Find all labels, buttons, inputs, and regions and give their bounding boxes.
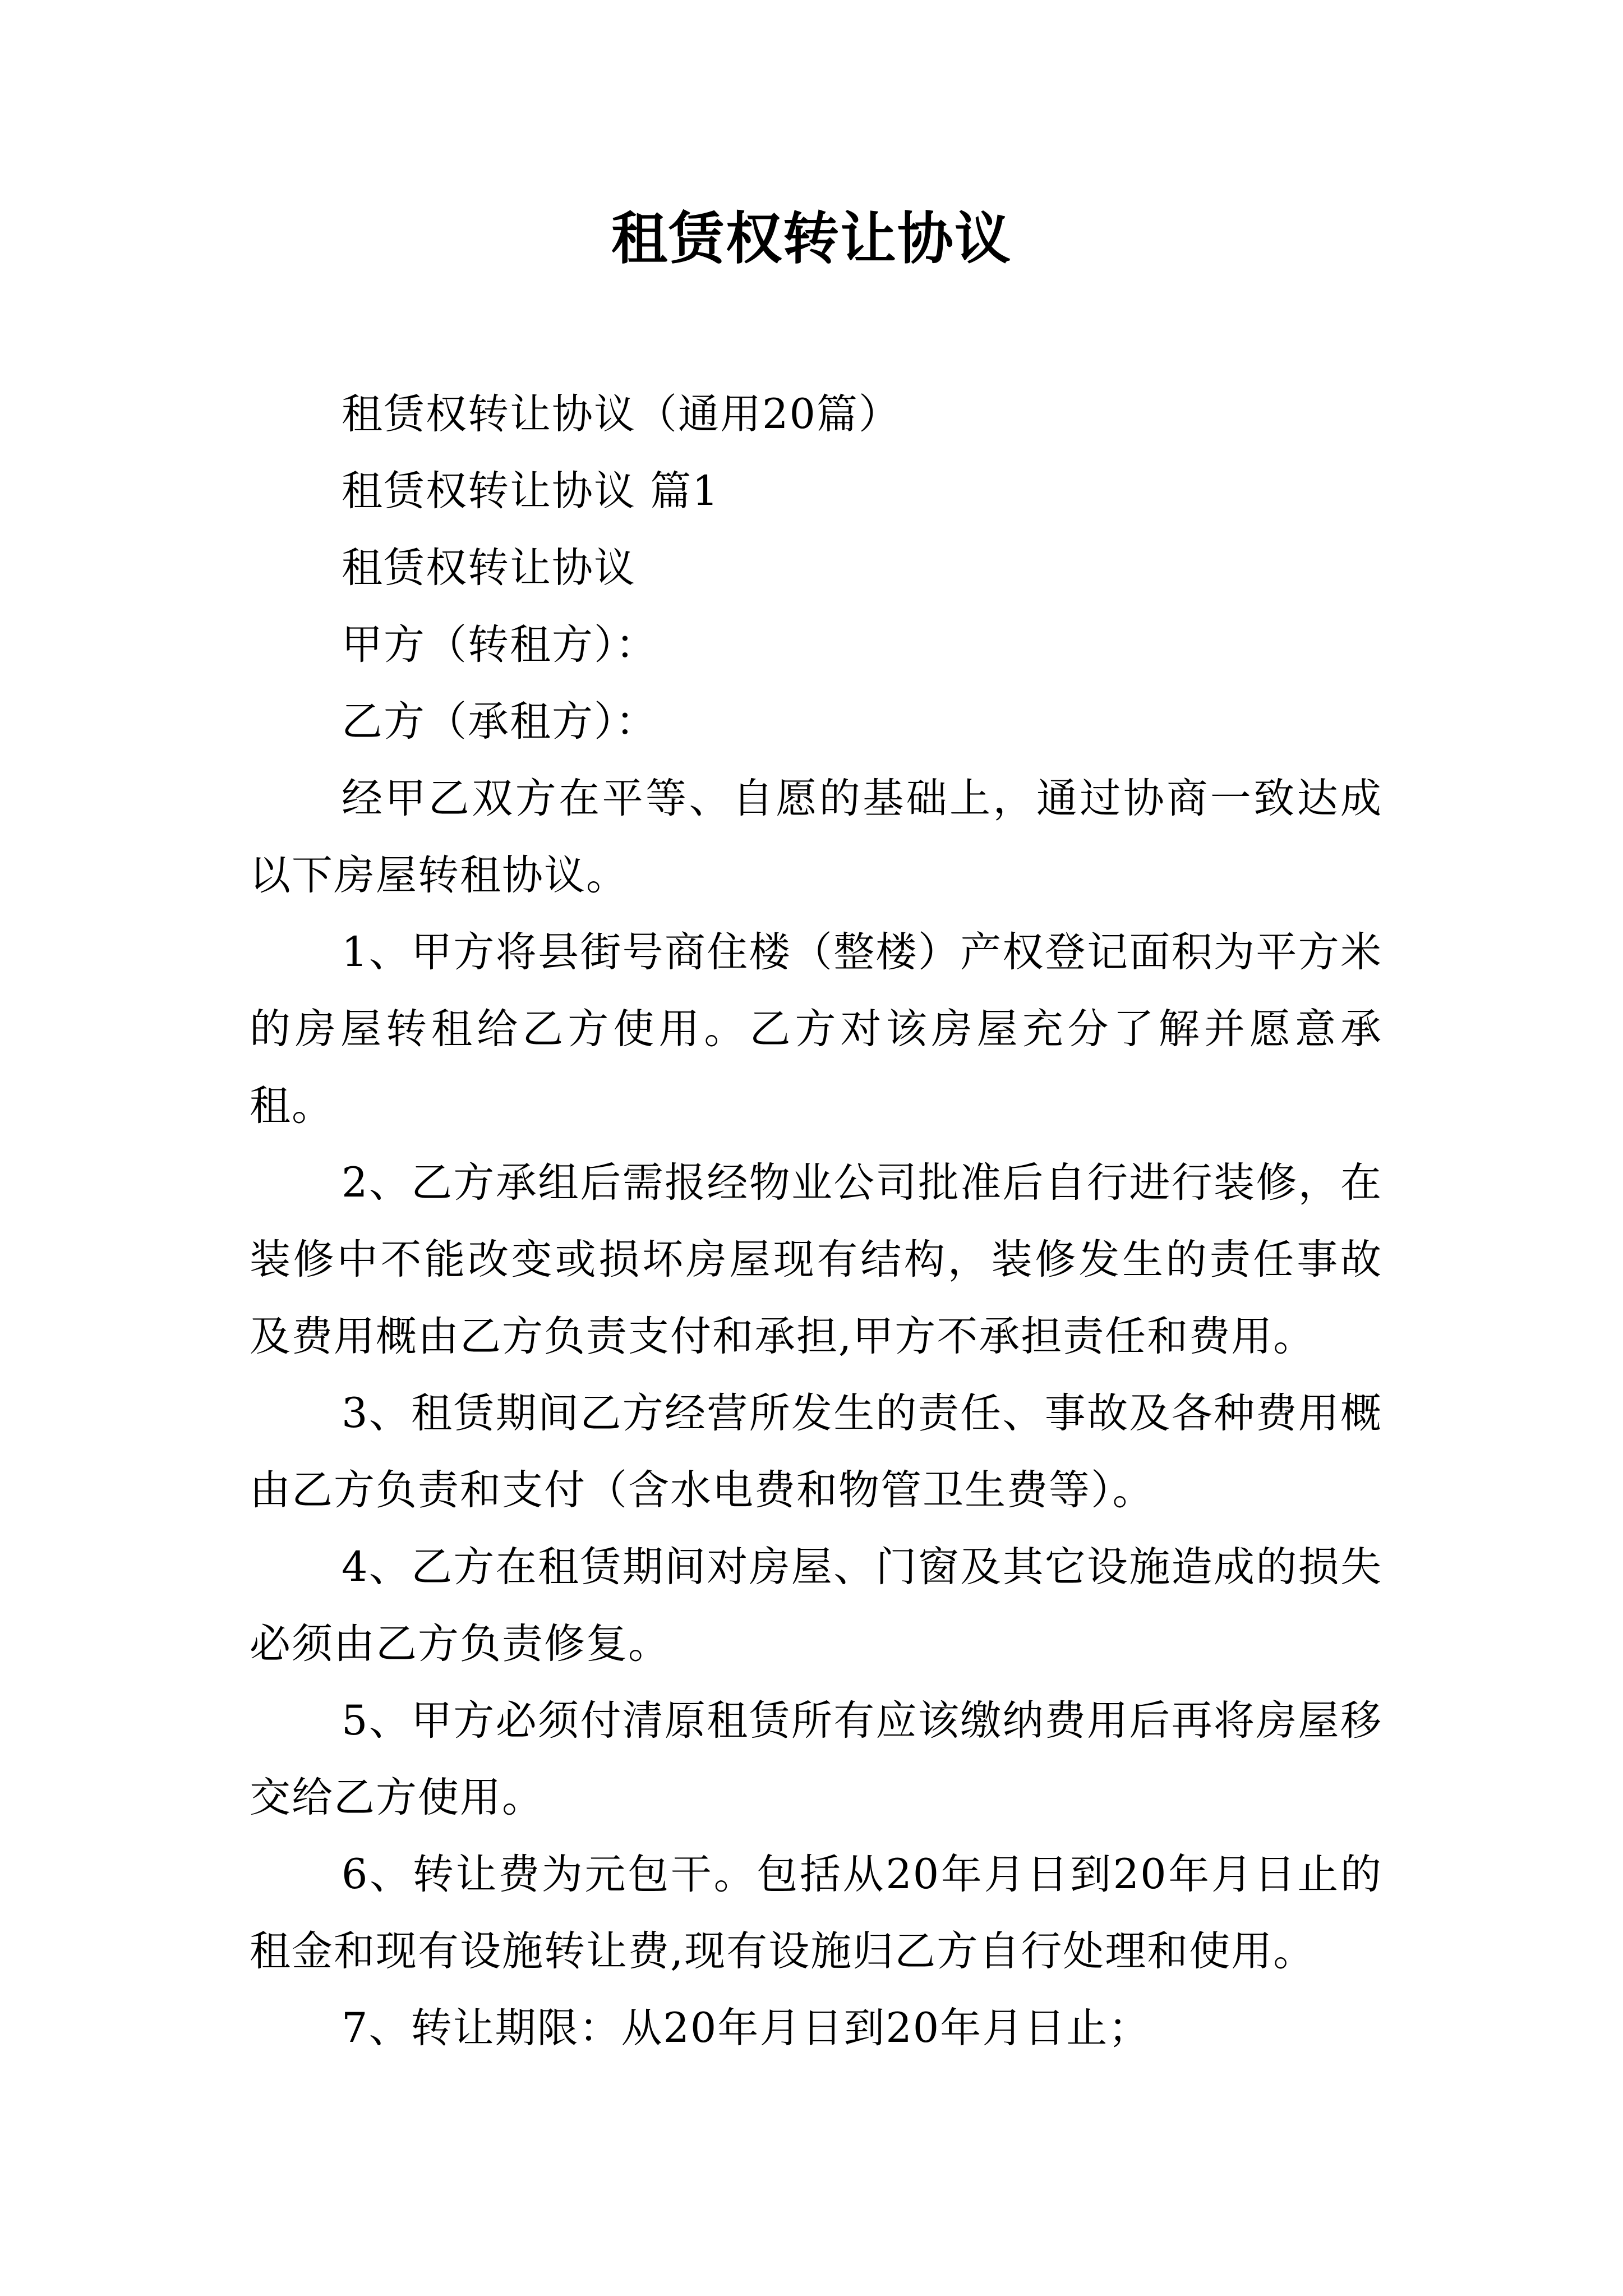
paragraph-clause-2: 2、乙方承组后需报经物业公司批准后自行进行装修，在装修中不能改变或损坏房屋现有结构，装修发生的责任事故及费用概由乙方负责支付和承担,甲方不承担责任和费用。 — [250, 1159, 1382, 1360]
document-body — [250, 376, 1382, 2067]
paragraph-clause-3: 3、租赁期间乙方经营所发生的责任、事故及各种费用概由乙方负责和支付（含水电费和物管卫生费等）。 — [250, 1389, 1382, 1514]
paragraph-clause-6: 6、转让费为元包干。包括从20年月日到20年月日止的租金和现有设施转让费,现有设施归乙方自行处理和使用。 — [250, 1851, 1382, 1975]
paragraph-section-heading: 租赁权转让协议 篇1 — [342, 467, 720, 515]
paragraph-preamble: 经甲乙双方在平等、自愿的基础上，通过协商一致达成以下房屋转租协议。 — [250, 775, 1382, 899]
paragraph-subtitle: 租赁权转让协议（通用20篇） — [342, 390, 901, 438]
paragraph-clause-1: 1、甲方将县街号商住楼（整楼）产权登记面积为平方米的房屋转租给乙方使用。乙方对该房屋充分了解并愿意承租。 — [250, 928, 1382, 1130]
paragraph-clause-4: 4、乙方在租赁期间对房屋、门窗及其它设施造成的损失必须由乙方负责修复。 — [250, 1543, 1382, 1668]
paragraph-party-b: 乙方（承租方）： — [342, 698, 658, 746]
paragraph-agreement-name: 租赁权转让协议 — [342, 544, 636, 592]
paragraph-clause-5: 5、甲方必须付清原租赁所有应该缴纳费用后再将房屋移交给乙方使用。 — [250, 1697, 1382, 1821]
paragraph-party-a: 甲方（转租方）： — [342, 621, 658, 669]
document-title: 租赁权转让协议 — [611, 205, 1012, 272]
paragraph-clause-7: 7、转让期限：从20年月日到20年月日止； — [342, 2004, 1151, 2052]
